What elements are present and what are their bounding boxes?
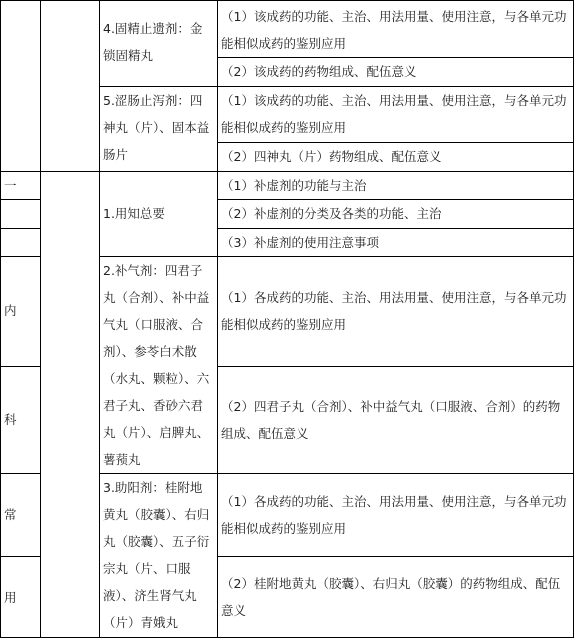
requirement-item: （2）该成药的药物组成、配伍意义 xyxy=(221,64,417,79)
topic-title: 2.补气剂：四君子丸（合剂）、补中益气丸（口服液、合剂）、参苓白术散（水丸、颗粒）、六君子丸、香砂六君丸（片）、启脾丸、薯蓣丸 xyxy=(103,263,210,467)
topic-title: 5.涩肠止泻剂：四神丸（片）、固本益肠片 xyxy=(103,93,210,162)
topic-title: 1.用知总要 xyxy=(103,206,165,221)
requirement-item: （1）补虚剂的功能与主治 xyxy=(221,178,367,193)
table-border-top xyxy=(0,0,574,1)
row-divider xyxy=(217,366,574,367)
requirement-item: （1）该成药的功能、主治、用法用量、使用注意，与各单元功能相似成药的鉴别应用 xyxy=(221,9,567,51)
category-char: 内 xyxy=(4,303,17,318)
category-char: 用 xyxy=(4,590,17,605)
requirement-item: （1）该成药的功能、主治、用法用量、使用注意，与各单元功能相似成药的鉴别应用 xyxy=(221,93,567,135)
row-divider xyxy=(0,366,40,367)
column-divider xyxy=(40,0,41,638)
topic-title: 3.助阳剂：桂附地黄丸（胶囊）、右归丸（胶囊）、五子衍宗丸（片、口服液）、济生肾气丸（片）青娥丸 xyxy=(103,480,210,630)
row-divider xyxy=(0,228,40,229)
row-divider xyxy=(0,199,40,200)
row-divider xyxy=(217,556,574,557)
category-char: 科 xyxy=(4,412,17,427)
requirement-item: （2）补虚剂的分类及各类的功能、主治 xyxy=(221,206,442,221)
requirement-item: （1）各成药的功能、主治、用法用量、使用注意，与各单元功能相似成药的鉴别应用 xyxy=(221,494,567,536)
row-divider xyxy=(0,256,40,257)
requirement-item: （2）四君子丸（合剂）、补中益气丸（口服液、合剂）的药物组成、配伍意义 xyxy=(221,399,561,441)
row-divider xyxy=(0,473,40,474)
category-char: 一 xyxy=(4,178,17,193)
category-char: 常 xyxy=(4,507,17,522)
requirement-item: （2）四神丸（片）药物组成、配伍意义 xyxy=(221,149,442,164)
requirement-item: （2）桂附地黄丸（胶囊）、右归丸（胶囊）的药物组成、配伍意义 xyxy=(221,576,561,618)
requirement-item: （1）各成药的功能、主治、用法用量、使用注意，与各单元功能相似成药的鉴别应用 xyxy=(221,290,567,332)
topic-title: 4.固精止遗剂：金锁固精丸 xyxy=(103,21,203,63)
row-divider xyxy=(0,556,40,557)
requirement-item: （3）补虚剂的使用注意事项 xyxy=(221,235,379,250)
